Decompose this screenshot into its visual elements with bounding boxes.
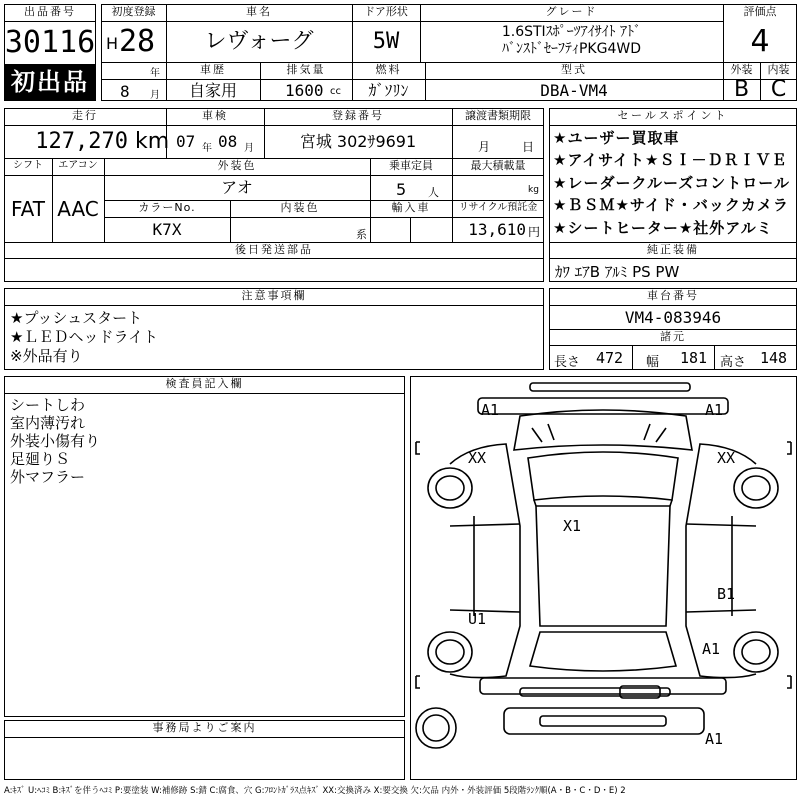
inspection-month: 08	[218, 132, 238, 151]
interior-unit: 系	[356, 228, 367, 241]
length-value: 472	[596, 349, 624, 367]
month-unit: 月	[150, 90, 160, 101]
capacity-unit: 人	[428, 186, 439, 199]
inspection-label: 車検	[202, 109, 228, 122]
lot-number: 30116	[4, 25, 96, 60]
mileage-label: 走行	[72, 109, 98, 122]
transfer-day-unit: 日	[522, 140, 535, 154]
inspector-label: 検査員記入欄	[165, 377, 244, 390]
chassis-value: VM4-083946	[624, 308, 722, 327]
import-label: 輸入車	[391, 201, 431, 214]
first-listing-text: 初出品	[11, 68, 89, 96]
disp-value: 1600	[285, 81, 324, 100]
inspector-item: 足廻りＳ	[10, 450, 71, 468]
capacity-label: 乗車定員	[389, 159, 433, 172]
damage-mark: A1	[702, 640, 721, 658]
shift-value: FAT	[10, 197, 45, 221]
damage-mark: A1	[705, 730, 724, 748]
era-letter: H	[106, 34, 119, 53]
score-label: 評価点	[743, 5, 777, 18]
mileage-value: 127,270	[35, 129, 128, 154]
equipment-label: 純正装備	[647, 243, 699, 256]
color-no-label: カラーNo.	[138, 201, 196, 214]
ac-label: エアコン	[58, 160, 98, 171]
year-unit: 年	[150, 68, 160, 79]
first-reg-label: 初度登録	[111, 5, 156, 18]
int-value: C	[770, 77, 787, 102]
damage-mark: XX	[468, 449, 487, 467]
notes-label: 注意事項欄	[241, 289, 307, 302]
sales-point: ★ＢＳＭ★サイド・バックカメラ	[553, 196, 789, 214]
int-label: 内装	[767, 63, 790, 76]
height-label: 高さ	[720, 355, 747, 370]
legend-text: A:ｷｽﾞ U:ﾍｺﾐ B:ｷｽﾞを伴うﾍｺﾐ P:要塗装 W:補修跡 S:錆 C:腐食、穴 G:ﾌﾛﾝﾄｶﾞﾗｽ点ｷｽﾞ XX:交換済み X:要交換 欠:欠品 内外・外装評価 5段階ﾗﾝｸ順(A・B・C・D・E) 2	[4, 786, 626, 796]
width-value: 181	[680, 349, 708, 367]
transfer-label: 譲渡書類期限	[465, 109, 531, 122]
capacity-value: 5	[396, 180, 407, 199]
dims-label: 諸元	[660, 330, 686, 343]
note-item: ★ＬＥＤヘッドライト	[10, 328, 158, 346]
insp-year-unit: 年	[202, 143, 212, 154]
car-outline-diagram	[410, 376, 797, 780]
car-name-label: 車名	[246, 5, 272, 18]
damage-mark: XX	[717, 449, 736, 467]
score-value: 4	[750, 24, 770, 59]
damage-mark: X1	[563, 517, 582, 535]
sales-label: セールスポイント	[617, 109, 729, 122]
sales-point: ★シートヒーター★社外アルミ	[553, 219, 773, 237]
recycle-unit: 円	[528, 225, 541, 239]
chassis-label: 車台番号	[647, 289, 699, 302]
inspector-item: 室内薄汚れ	[10, 414, 86, 432]
load-unit: kg	[528, 185, 539, 195]
car-name: レヴォーグ	[204, 29, 314, 54]
disp-label: 排気量	[286, 63, 326, 76]
history-label: 車歴	[200, 63, 226, 76]
inspector-item: 外装小傷有り	[10, 432, 101, 450]
ext-value: B	[733, 77, 750, 102]
door-label: ドア形状	[364, 5, 408, 18]
parts-label: 後日発送部品	[235, 243, 313, 256]
color-no-value: K7X	[152, 220, 182, 239]
first-reg-month: 8	[120, 82, 130, 101]
grade-label: グレード	[545, 5, 598, 18]
color-value: アオ	[221, 178, 253, 197]
damage-mark: A1	[481, 401, 500, 419]
damage-mark: U1	[468, 610, 487, 628]
note-item: ※外品有り	[10, 347, 83, 365]
shift-label: シフト	[13, 160, 43, 171]
disp-unit: cc	[330, 86, 341, 97]
color-label: 外装色	[217, 159, 257, 172]
transfer-month-unit: 月	[478, 140, 491, 154]
inspection-year: 07	[176, 132, 196, 151]
sales-point: ★アイサイト★ＳＩ－ＤＲＩＶＥ	[553, 151, 788, 169]
first-reg-year: 28	[119, 24, 156, 59]
door-value: 5W	[372, 29, 400, 54]
reg-value: 宮城 302ｻ9691	[299, 132, 417, 151]
inspector-item: シートしわ	[10, 396, 86, 414]
grade-line2: ﾊﾞﾝｽﾄﾞｾｰﾌﾃｨPKG4WD	[501, 41, 641, 57]
model-value: DBA-VM4	[540, 81, 608, 100]
reg-label: 登録番号	[332, 109, 384, 122]
equipment-value: ｶﾜ ｴｱB ｱﾙﾐ PS PW	[555, 263, 680, 281]
interior-label: 内装色	[280, 201, 320, 214]
ac-value: AAC	[57, 197, 99, 221]
height-value: 148	[760, 349, 788, 367]
damage-mark: B1	[717, 585, 736, 603]
grade-line1: 1.6STIｽﾎﾟｰﾂｱｲｻｲﾄ ｱﾄﾞ	[501, 24, 642, 40]
insp-month-unit: 月	[244, 143, 254, 154]
lot-label: 出品番号	[24, 5, 76, 18]
width-label: 幅	[646, 355, 660, 370]
damage-mark: A1	[705, 401, 724, 419]
length-label: 長さ	[554, 355, 581, 370]
note-item: ★プッシュスタート	[10, 309, 143, 327]
mileage-unit: km	[135, 129, 170, 154]
model-label: 型式	[561, 63, 587, 76]
inspector-item: 外マフラー	[10, 468, 86, 486]
recycle-label: リサイクル預託金	[458, 202, 538, 213]
recycle-value: 13,610	[468, 220, 526, 239]
fuel-value: ｶﾞｿﾘﾝ	[368, 81, 409, 100]
history-value: 自家用	[188, 81, 237, 100]
ext-label: 外装	[730, 63, 753, 76]
fuel-label: 燃料	[375, 63, 402, 76]
load-label: 最大積載量	[470, 159, 526, 172]
sales-point: ★ユーザー買取車	[553, 129, 680, 147]
office-label: 事務局よりご案内	[152, 721, 257, 734]
sales-point: ★レーダークルーズコントロール	[553, 174, 790, 192]
